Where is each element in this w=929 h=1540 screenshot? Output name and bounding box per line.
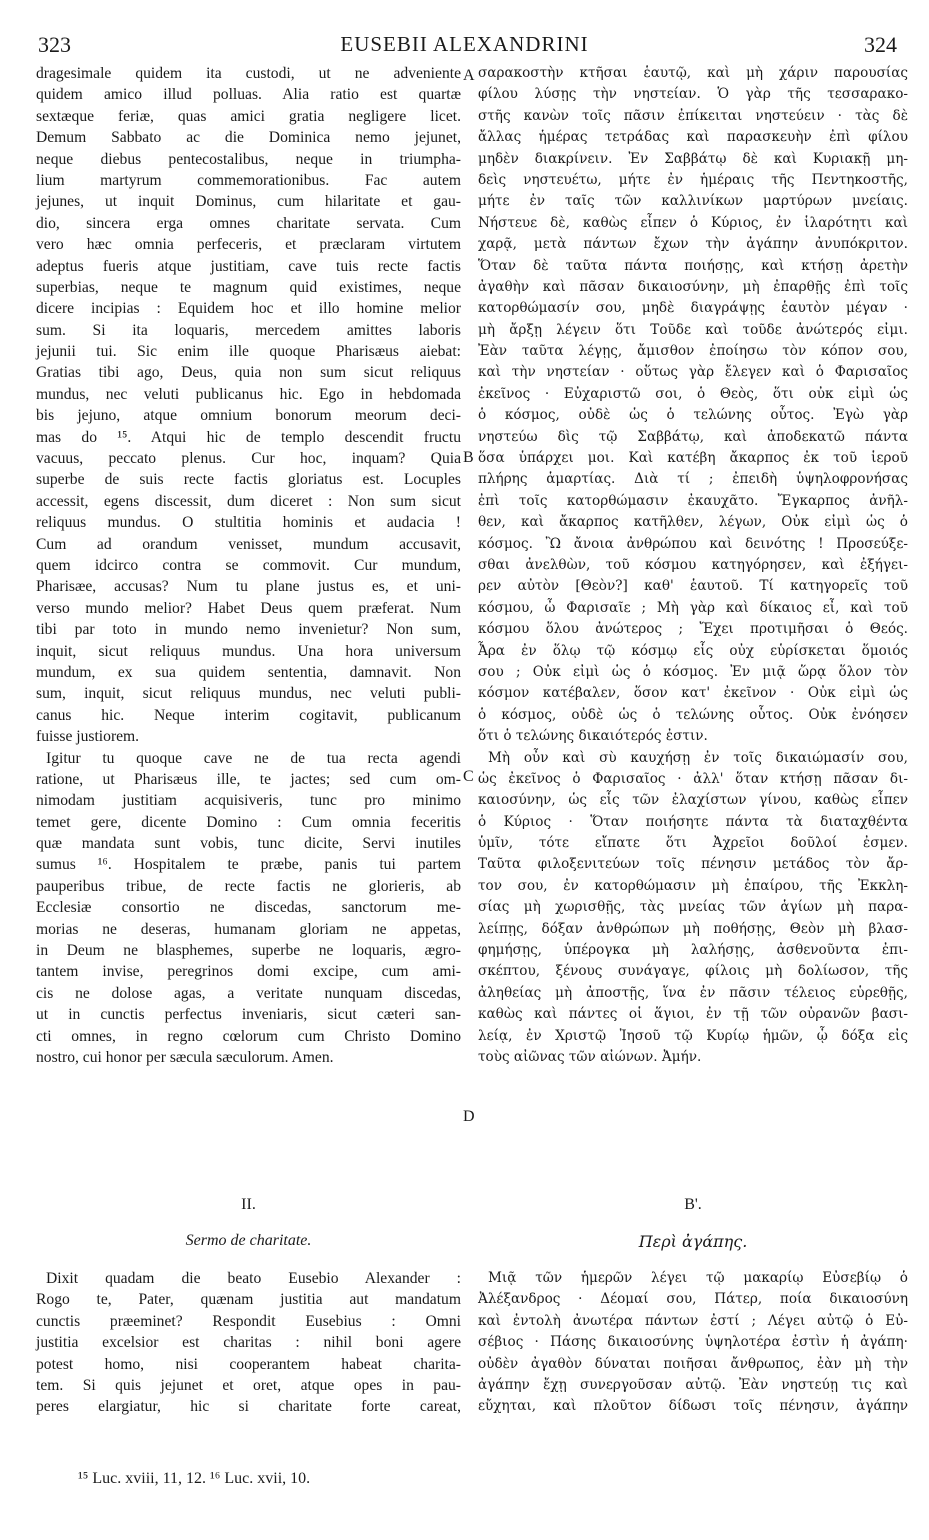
text-line: tibi par toto in mundo nemo invenietur? Non sum,: [36, 621, 461, 639]
text-line: tem. Si quis jejunet et oret, atque opes in pau-: [36, 1376, 461, 1394]
text-line: vacuus, peccato plenus. Cur hoc, inquam? Quia: [36, 450, 461, 468]
text-line: Ταῦτα φιλοξενιτεύων τοῖς πένησιν μετάδος τὸν ἄρ-: [478, 856, 908, 873]
text-line: dragesimale quidem ita custodi, ut ne adveniente: [36, 65, 461, 82]
text-line: μηδὲν διακρίνειν. Ἐν Σαββάτῳ δὲ καὶ Κυριακῇ μη-: [478, 150, 908, 167]
text-line: jejunes, ut inquit Dominus, cum hilaritate et gau-: [36, 193, 461, 211]
text-line: Igitur tu quoque cave ne de tua recta agendi: [46, 749, 461, 767]
text-line: sextæque feriæ, quas amici gratia negligere licet.: [36, 107, 461, 125]
text-line: σίας μὴ χωρισθῇς, τὰς μνείας τῶν ἁγίων μὴ παρα-: [478, 899, 908, 916]
text-line: ἐπὶ τοῖς κατορθώμασιν ἐκαυχᾶτο. Ἔγκαρπος ἀνῆλ-: [478, 492, 908, 509]
text-line: καὶ ἐντολὴ ἀνωτέρα πάντων ἐστί ; Λέγει αὐτῷ ὁ Εὐ-: [478, 1312, 908, 1329]
text-line: ἐκεῖνος · Εὐχαριστῶ σοι, ὁ Θεὸς, ὅτι οὐκ εἰμὶ ὡς: [478, 385, 908, 402]
text-line: λείπῃς, δόξαν ἀνθρώπων μὴ ποθήσῃς, Θεὸν μὴ βλασ-: [478, 920, 908, 937]
text-line: σαρακοστὴν κτῆσαι ἑαυτῷ, καὶ μὴ χάριν παρουσίας: [478, 65, 908, 81]
text-line: καιοσύνην, ὡς εἷς τῶν ἐλαχίστων γίνου, καθὼς εἶπεν: [478, 792, 908, 809]
text-line: Ἀλέξανδρος · Δέομαί σου, Πάτερ, ποία δικαιοσύνη: [478, 1291, 908, 1308]
text-line: Ὅταν δὲ ταῦτα πάντα ποιήσῃς, καὶ κτήσῃ ἀρετὴν: [478, 257, 908, 274]
text-line: justitia excelsior est charitas : nihil boni agere: [36, 1334, 461, 1352]
text-line: potest homo, nisi cooperantem habeat charita-: [36, 1355, 461, 1373]
text-line: mundus, nec veluti publicanus hic. Ego in hebdomada: [36, 385, 461, 403]
text-line: quem idcirco contra se commovit. Cur mundum,: [36, 556, 461, 574]
text-line: οὐδὲν ἀγαθὸν δύναται ποιῆσαι ἄνθρωπος, ἐὰν μὴ τὴν: [478, 1355, 908, 1372]
text-line: superbe de suis recte factis gloriatus est. Locuples: [36, 471, 461, 489]
text-line: κόσμου, ὦ Φαρισαῖε ; Μὴ γὰρ καὶ δίκαιος εἶ, καὶ τοῦ: [478, 599, 908, 616]
text-line: ut in cunctis perfectus inveniaris, sicut cæteri san-: [36, 1006, 461, 1024]
text-line: peres elargiatur, hic si charitate forte careat,: [36, 1398, 461, 1416]
text-line: neque diebus pentecostalibus, neque in triumpha-: [36, 150, 461, 168]
text-line: σέβιος · Πάσης δικαιοσύνης ὑψηλοτέρα ἐστὶν ἡ ἀγάπη·: [478, 1334, 908, 1351]
text-line: σου ; Οὐκ εἰμὶ ὡς ὁ κόσμος. Ἐν μιᾷ ὥρᾳ ὅλον τὸν: [478, 663, 908, 680]
text-line: cunctis præeminet? Respondit Eusebius : Omni: [36, 1312, 461, 1330]
text-line: sumus ¹⁶. Hospitalem te præbe, panis tui partem: [36, 856, 461, 874]
text-line: κόσμον κατέβαλεν, ὅσον κατ' ἐκεῖνον · Οὐκ εἰμὶ ὡς: [478, 685, 908, 702]
text-line: nimodam justitiam acquisiveris, tunc pro minimo: [36, 792, 461, 810]
text-line: ὡς ἐκεῖνος ὁ Φαρισαῖος · ἀλλ' ὅταν κτήσῃ πᾶσαν δι-: [478, 770, 908, 787]
text-line: Μὴ οὖν καὶ σὺ καυχήσῃ ἐν τοῖς δικαιώμασίν σου,: [488, 749, 908, 766]
text-line: λείᾳ, ἐν Χριστῷ Ἰησοῦ τῷ Κυρίῳ ἡμῶν, ᾧ δόξα εἰς: [478, 1027, 908, 1044]
text-line: accessit, egens discessit, dum diceret : Non sum sicut: [36, 492, 461, 510]
text-line: sum, inquit, sicut reliquus mundus, nec veluti publi-: [36, 685, 461, 703]
text-line: τον σου, ἐν κατορθώμασιν μὴ ἐπαίρου, τῆς Ἐκκλη-: [478, 877, 908, 894]
text-line: τοὺς αἰῶνας τῶν αἰώνων. Ἀμήν.: [478, 1048, 702, 1065]
text-line: Cum ad orandum venisset, mundum accusavit,: [36, 535, 461, 553]
text-line: ratione, ut Pharisæus ille, te jactes; sed cum om-: [36, 770, 461, 788]
text-line: ὅσα ὑπάρχει μοι. Καὶ κατέβη ἄκαρπος ἐκ τοῦ ἱεροῦ: [478, 450, 908, 467]
text-line: Dixit quadam die beato Eusebio Alexander :: [46, 1270, 461, 1287]
text-line: quæ mandata sunt vobis, tunc dicite, Servi inutiles: [36, 835, 461, 853]
text-line: fuisse justiorem.: [36, 728, 140, 746]
text-line: canus hic. Neque interim cogitavit, publicanum: [36, 706, 461, 724]
text-line: καὶ τὴν νηστείαν · οὕτως γὰρ ἔλεγεν καὶ ὁ Φαρισαῖος: [478, 364, 908, 381]
text-line: κόσμου ὅλου ἀνώτερος ; Ἔχει προτιμῆσαι ὁ Θεός.: [478, 621, 908, 638]
text-line: εὔχηται, καὶ πλοῦτον δίδωσι τοῖς πένησιν, ἀγάπην: [478, 1398, 908, 1415]
text-line: Μιᾷ τῶν ἡμερῶν λέγει τῷ μακαρίῳ Εὐσεβίῳ ὁ: [488, 1270, 908, 1286]
margin-letter-b: B: [463, 449, 474, 466]
text-line: verso mundo melior? Habet Deus quem præferat. Num: [36, 599, 461, 617]
text-line: nostro, cui honor per sæcula sæculorum. Amen.: [36, 1048, 334, 1066]
text-line: morias ne deseras, humanam gloriam ne appetas,: [36, 920, 461, 938]
text-line: adeptus fueris atque justitiam, cave tuis recte factis: [36, 257, 461, 275]
footnotes: ¹⁵ Luc. xviii, 11, 12. ¹⁶ Luc. xvii, 10.: [78, 1470, 311, 1487]
text-line: in Deum ne blasphemes, superbe ne loquaris, ægro-: [36, 942, 461, 960]
text-line: καθὼς καὶ πάντες οἱ ἅγιοι, ἐν τῇ τῶν οὐρανῶν βασι-: [478, 1006, 908, 1023]
text-line: cti omnes, in regno cœlorum cum Christo Domino: [36, 1027, 461, 1045]
text-line: φημήσῃς, ὑπέρογκα μὴ λαλήσῃς, ἀσθενοῦντα ἐπι-: [478, 942, 908, 959]
greek-column-top: [478, 63, 908, 1068]
text-line: Νήστευε δὲ, καθὼς εἶπεν ὁ Κύριος, ἐν ἱλαρότητι καὶ: [478, 214, 908, 231]
text-line: ὅτι ὁ τελώνης δικαιότερός ἐστιν.: [478, 728, 708, 745]
text-line: χαρᾷ, μετὰ πάντων ἔχων τὴν ἀγάπην ἀνυπόκριτον.: [478, 236, 908, 253]
latin-column-top: [36, 63, 461, 1068]
text-line: Demum Sabbato ac die Dominica nemo jejunet,: [36, 129, 461, 147]
greek-section-number: Β'.: [684, 1196, 702, 1213]
text-line: Ἆρα ἐν ὅλῳ τῷ κόσμῳ εἷς οὐχ εὑρίσκεται ὅμοιός: [478, 642, 908, 659]
latin-section-title: Sermo de charitate.: [185, 1232, 312, 1249]
text-line: ρεν αὐτὸν [Θεὸν?] καθ' ἑαυτοῦ. Τί κατηγορεῖς τοῦ: [478, 578, 908, 595]
text-line: temet gere, dicente Domino : Cum omnia feceritis: [36, 813, 461, 831]
text-line: μήτε ἐν ταῖς τῶν καλλινίκων μαρτύρων μνείαις.: [478, 193, 908, 210]
text-line: sum. Si ita loquaris, mercedem amittes laboris: [36, 321, 461, 339]
text-line: σκέπτου, ξένους συνάγαγε, φίλοις μὴ δολίωσον, τῆς: [478, 963, 908, 980]
text-line: ἀγαθὴν καὶ πᾶσαν δικαιοσύνην, μὴ ἐπαρθῇς ἐπὶ τοῖς: [478, 278, 908, 295]
text-line: bis jejuno, atque omnium bonorum meorum deci-: [36, 407, 461, 425]
latin-section-number: II.: [241, 1196, 256, 1213]
text-line: νηστεύω δὶς τῷ Σαββάτῳ, καὶ ἀποδεκατῶ πάντα: [478, 428, 908, 445]
text-line: dicere incipias : Equidem hoc et illo homine melior: [36, 300, 461, 318]
text-line: κατορθώμασίν σου, μηδὲ διαγράψῃς ἑαυτὸν μέγαν ·: [478, 300, 908, 317]
text-line: quidem amico illud polluas. Alia ratio est quartæ: [36, 86, 461, 104]
text-line: mas do ¹⁵. Atqui hic de templo descendit fructu: [36, 428, 461, 446]
text-line: Ἐὰν ταῦτα λέγῃς, ἄμισθον ἐποίησω τὸν κόπον σου,: [478, 343, 908, 360]
text-line: mundum, ex sua quidem sententia, damnavit. Non: [36, 663, 461, 681]
text-line: superbias, neque te magnum quid existimes, neque: [36, 278, 461, 296]
text-line: jejunii tui. Sic enim ille quoque Pharisæus aiebat:: [36, 343, 461, 361]
margin-letter-a: A: [463, 67, 475, 84]
text-line: ἀληθείας μὴ ἀποστῇς, ἵνα ἐν πᾶσιν τέλειος εὑρεθῇς,: [478, 984, 908, 1001]
text-line: pauperibus tribue, de recte factis ne glorieris, ab: [36, 877, 461, 895]
margin-letter-d: D: [463, 1108, 475, 1125]
greek-section-title: Περὶ ἀγάπης.: [638, 1232, 748, 1251]
text-line: φίλου λύσῃς τὴν νηστείαν. Ὁ γὰρ τῆς τεσσαρακο-: [478, 86, 908, 103]
text-line: vero hæc omnia perfeceris, et præclaram virtutem: [36, 236, 461, 254]
text-line: θεν, καὶ ἄκαρπος κατῆλθεν, λέγων, Οὐκ εἰμὶ ὡς ὁ: [478, 514, 908, 531]
text-line: ὁ κόσμος, οὐδὲ ὡς ὁ τελώνης οὗτος. Ἐγὼ γὰρ: [478, 407, 908, 424]
text-line: Gratias tibi ago, Deus, quia non sum sicut reliquus: [36, 364, 461, 382]
text-line: στῆς κανὼν τοῖς πᾶσιν ἐπίκειται νηστεύειν · τὰς δὲ: [478, 107, 908, 124]
text-line: ὑμῖν, τότε εἴπατε ὅτι Ἀχρεῖοι δοῦλοί ἐσμεν.: [478, 835, 908, 852]
text-line: lium martyrum commemorationibus. Fac autem: [36, 171, 461, 189]
page-number-right: 324: [864, 32, 897, 57]
text-line: δεὶς νηστευέτω, μήτε ἐν ἡμέραις τῆς Πεντηκοστῆς,: [478, 171, 908, 188]
text-line: ὁ Κύριος · Ὅταν ποιήσητε πάντα τὰ διαταχθέντα: [478, 813, 908, 830]
margin-letter-c: C: [463, 768, 474, 785]
text-line: Ecclesiæ consortio ne discedas, sanctorum me-: [36, 899, 461, 917]
text-line: μὴ ἄρξῃ λέγειν ὅτι Τοῦδε καὶ τοῦδε ἀνώτερός εἰμι.: [478, 321, 908, 338]
text-line: reliquus mundus. O stultitia hominis et audacia !: [36, 514, 461, 532]
latin-column-section: [36, 1268, 461, 1418]
running-header: [0, 30, 929, 64]
text-line: tantem invise, peregrinos domi excipe, cum ami-: [36, 963, 461, 981]
running-title: EUSEBII ALEXANDRINI: [340, 32, 589, 56]
text-line: cis ne dolose agas, a veritate nunquam discedas,: [36, 984, 461, 1002]
text-line: πλήρης ἁμαρτίας. Διὰ τί ; ἐπειδὴ ὑψηλοφρονήσας: [478, 471, 908, 488]
text-line: inquit, sicut reliquus mundus. Una hora universum: [36, 642, 461, 660]
text-line: Pharisæe, accusas? Num tu plane justus es, et uni-: [36, 578, 461, 596]
text-line: ἄλλας ἡμέρας τετράδας καὶ παρασκευὴν ἐπὶ φίλου: [478, 129, 908, 146]
text-line: dio, sincera erga omnes charitate servata. Cum: [36, 214, 461, 232]
text-line: ἀγάπην ἔχῃ συνεργοῦσαν αὐτῷ. Ἐὰν νηστεύῃ τις καὶ: [478, 1376, 908, 1393]
greek-column-section: [478, 1268, 908, 1418]
text-line: ὁ κόσμος, οὐδὲ ὡς ὁ τελώνης οὗτος. Οὐκ ἐνόησεν: [478, 706, 908, 723]
page-number-left: 323: [38, 32, 71, 57]
text-line: Rogo te, Pater, quænam justitia aut mandatum: [36, 1291, 461, 1309]
text-line: σθαι ἀνελθὼν, τοῦ κόσμου κατηγόρησεν, καὶ ἐξήγει-: [478, 556, 908, 573]
text-line: κόσμος. Ὢ ἄνοια ἀνθρώπου καὶ δεινότης ! Προσεύξε-: [478, 535, 908, 552]
